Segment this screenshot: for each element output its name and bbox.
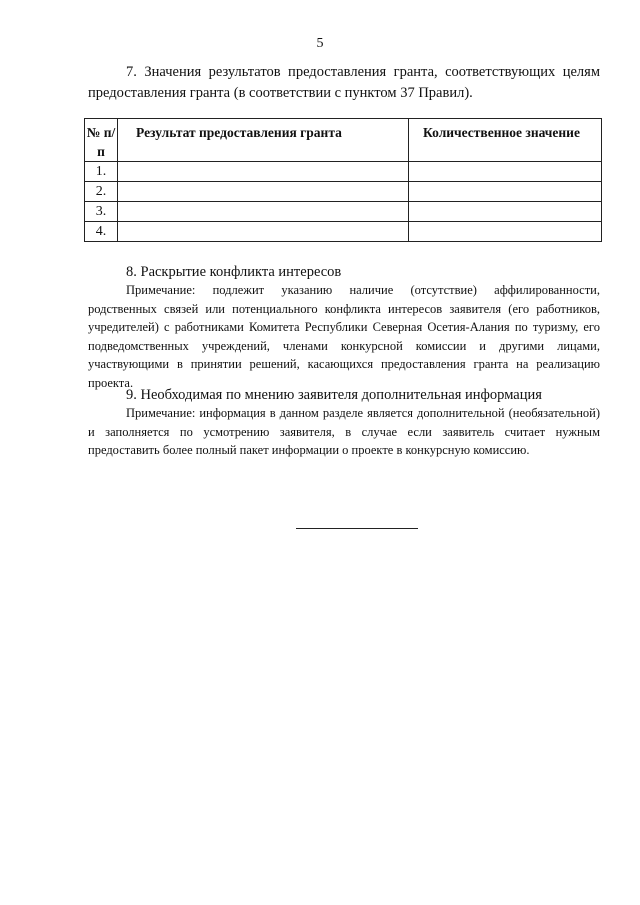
table-row <box>85 182 602 202</box>
header-result: Результат предоставления гранта <box>118 119 409 162</box>
section-9-heading: 9. Необходимая по мнению заявителя дополнительная информация <box>126 387 542 403</box>
row-number: 3. <box>85 202 118 222</box>
row-value-cell <box>409 162 602 182</box>
header-number: № п/п <box>85 119 118 162</box>
section-9-note: Примечание: информация в данном разделе является дополнительной (необязательной) и заполняется по усмотрению заявителя, в случае если заявитель считает нужным предоставить более полный пакет информации о проекте в конкурсную комиссию. <box>88 406 600 457</box>
closing-divider <box>296 528 418 529</box>
section-8-note: Примечание: подлежит указанию наличие (отсутствие) аффилированности, родственных связей или потенциального конфликта интересов заявителя (его работников, учредителей) с работниками Комитета Республики Северная Осетия-Алания по туризму, его подведомственных учреждений, членами конкурсной комиссии и другими лицами, участвующими в принятии решений, касающихся предоставления гранта на реализацию проекта. <box>88 283 600 390</box>
row-value-cell <box>409 202 602 222</box>
row-result-cell <box>118 222 409 242</box>
table-row <box>85 202 602 222</box>
section-8-heading: 8. Раскрытие конфликта интересов <box>126 264 342 280</box>
page-number: 5 <box>316 36 324 51</box>
table-row <box>85 222 602 242</box>
results-table <box>84 118 602 242</box>
header-value: Количественное значение <box>409 119 602 162</box>
table-header-row <box>85 119 602 162</box>
row-value-cell <box>409 182 602 202</box>
row-value-cell <box>409 222 602 242</box>
row-number: 2. <box>85 182 118 202</box>
row-result-cell <box>118 182 409 202</box>
row-number: 1. <box>85 162 118 182</box>
section-7-paragraph: 7. Значения результатов предоставления гранта, соответствующих целям предоставления гранта (в соответствии с пунктом 37 Правил). <box>88 64 600 101</box>
row-number: 4. <box>85 222 118 242</box>
row-result-cell <box>118 202 409 222</box>
row-result-cell <box>118 162 409 182</box>
table-row <box>85 162 602 182</box>
